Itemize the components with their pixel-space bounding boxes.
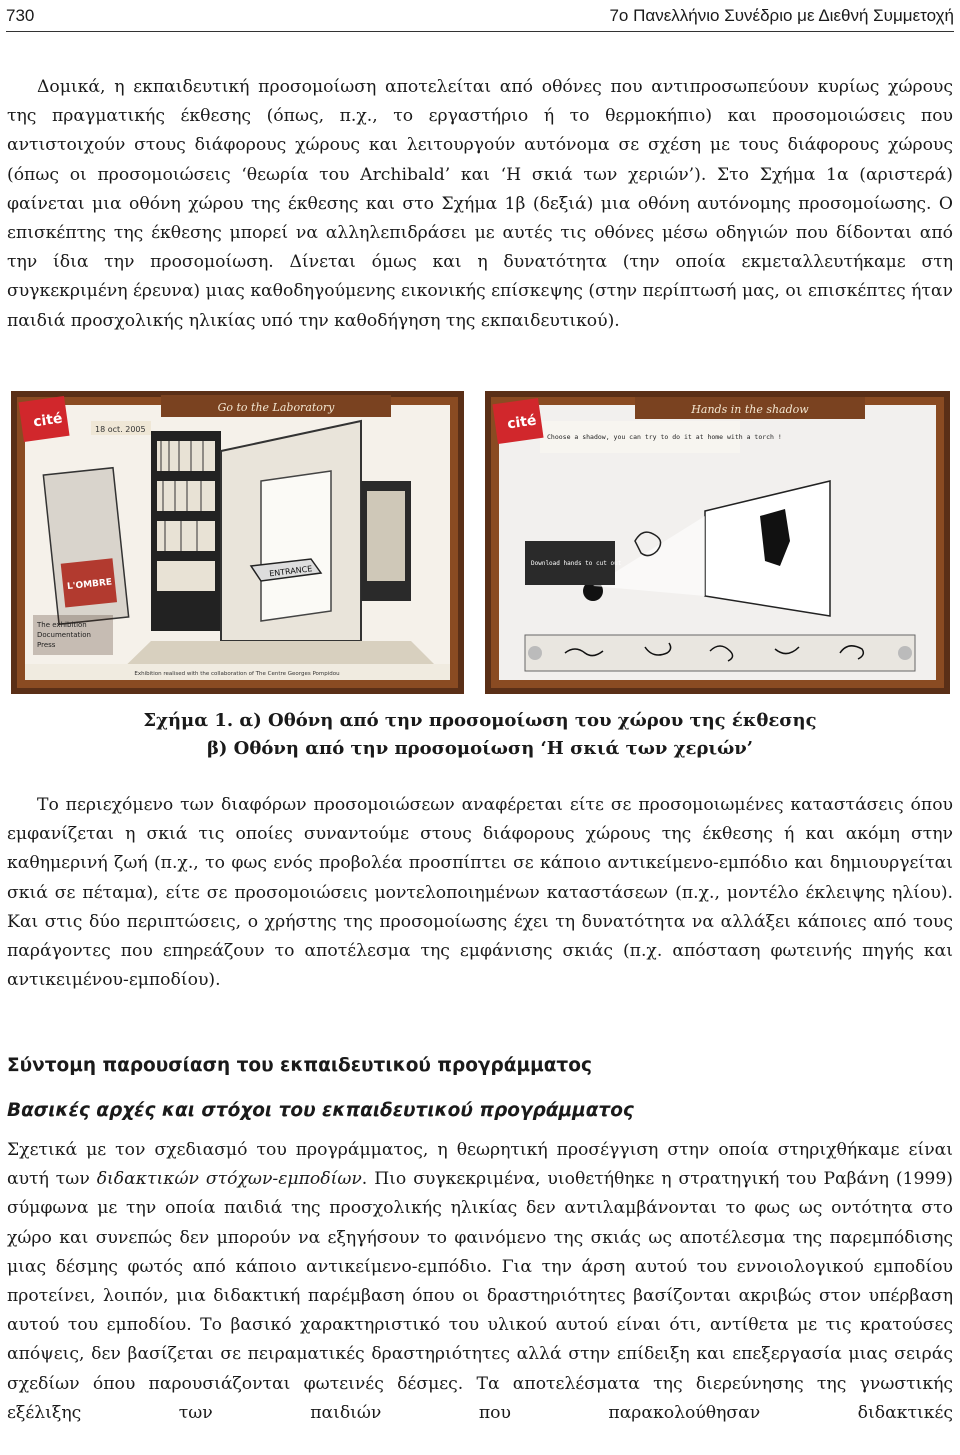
page-number: 730 <box>6 6 35 25</box>
figure-1b-logo: cité <box>506 412 538 433</box>
paragraph-content: Το περιεχόμενο των διαφόρων προσομοιώσεων αναφέρεται είτε σε προσομοιωμένες καταστάσεις όπου εμφανίζεται η σκιά τις οποίες συναντούμε στους διάφορους χώρους της έκθεσης ή και ακόμη στην καθημερινή ζωή (π.χ., το φως ενός προβολέα προσπίπτει σε κάποιο αντικείμενο-εμπόδιο και δημιουργείται σκιά σε πέταμα), είτε σε προσομοιώσεις μοντελοποιημένων καταστάσεων (π.χ., μοντέλο έκλειψης ηλίου). Και στις δύο περιπτώσεις, ο χρήστης της προσομοίωσης έχει τη δυνατότητα να αλλάξει κάποιες από τους παράγοντες που επηρεάζουν το αποτέλεσμα της εμφάνισης σκιάς (π.χ. απόσταση φωτεινής πηγής και αντικειμένου-εμποδίου). <box>7 795 953 991</box>
conference-title: 7ο Πανελλήνιο Συνέδριο με Διεθνή Συμμετοχή <box>609 6 954 25</box>
figure-1b-instruction: Choose a shadow, you can try to do it at home with a torch ! <box>547 433 782 441</box>
figure-1a-menu-1: The exhibition <box>37 621 87 629</box>
paragraph-structure: Δομικά, η εκπαιδευτική προσομοίωση αποτελείται από οθόνες που αντιπροσωπεύουν κυρίως χώρους της πραγματικής έκθεσης (όπως, π.χ., το εργαστήριο ή το θερμοκήπιο) και προσομοιώσεις που αντιστοιχούν στους διάφορους χώρους και λειτουργούν αυτόνομα σε σχέση με τους διάφορους χώρους (όπως οι προσομοιώσεις ‘θεωρία του Archibald’ και ‘Η σκιά των χεριών’). Στο Σχήμα 1α (αριστερά) φαίνεται μια οθόνη χώρου της έκθεσης και στο Σχήμα 1β (δεξιά) μια οθόνη αυτόνομης προσομοίωσης. Ο επισκέπτης της έκθεσης μπορεί να αλληλεπιδράσει με αυτές τις οθόνες μέσω οδηγιών που δίδονται από την ίδια την προσομοίωση. Δίνεται όμως και η δυνατότητα (την οποία εκμεταλλευτήκαμε στη συγκεκριμένη έρευνα) μιας καθοδηγούμενης εικονικής επίσκεψης (στην περίπτωσή μας, οι επισκέπτες ήταν παιδιά προσχολικής ηλικίας υπό την καθοδήγηση της εκπαιδευτικού). <box>7 77 953 331</box>
figure-1a-date: 18 oct. 2005 <box>95 425 146 434</box>
figure-1a-entrance-sign: ENTRANCE <box>268 564 313 579</box>
paragraph-principles <box>7 1136 953 1428</box>
figure-1b-shadow-simulation <box>485 391 950 694</box>
figure-1a-banner: Go to the Laboratory <box>217 401 335 414</box>
figure-1a-exhibition-screen <box>11 391 464 694</box>
figure-1a-logo: cité <box>32 410 64 431</box>
running-header <box>6 4 954 30</box>
figure-1a-menu-3: Press <box>37 641 56 649</box>
figure-1a-footer: Exhibition realised with the collaboration of The Centre Georges Pompidou <box>134 671 340 677</box>
figure-1a-menu-2: Documentation <box>37 631 91 639</box>
header-rule <box>6 31 954 32</box>
figure-caption-line-1: Σχήμα 1. α) Οθόνη από την προσομοίωση του χώρου της έκθεσης <box>143 710 817 731</box>
subsection-heading: Βασικές αρχές και στόχοι του εκπαιδευτικού προγράμματος <box>7 1100 634 1121</box>
figure-caption-line-2: β) Οθόνη από την προσομοίωση ‘Η σκιά των χεριών’ <box>206 738 754 759</box>
paragraph-principles-part-1: Σχετικά με τον σχεδιασμό του προγράμματος, η θεωρητική προσέγγιση στην οποία στηριχθήκαμε είναι αυτή των <box>7 1140 953 1190</box>
figure-1a-poster: L'OMBRE <box>66 577 113 593</box>
figure-1b-banner: Hands in the shadow <box>691 403 809 416</box>
section-heading: Σύντομη παρουσίαση του εκπαιδευτικού προγράμματος <box>7 1055 592 1076</box>
paragraph-principles-part-2: . Πιο συγκεκριμένα, υιοθετήθηκε η στρατηγική του Ραβάνη (1999) σύμφωνα με την οποία παιδιά της προσχολικής ηλικίας δεν αντιλαμβάνονται το φως ως οντότητα στο χώρο και συνεπώς δεν μπορούν να εξηγήσουν το φαινόμενο της σκιάς ως αποτέλεσμα της παρεμπόδισης μιας δέσμης φωτός από κάποιο αντικείμενο-εμπόδιο. Για την άρση αυτού του εννοιολογικού εμποδίου προτείνει, λοιπόν, μια διδακτική παρέμβαση όπου οι δραστηριότητες βασίζονται ακριβώς στον υπέρβαση αυτού του εμποδίου. Το βασικό χαρακτηριστικό του υλικού αυτού είναι ότι, αντίθετα με τις κρατούσες απόψεις, δεν βασίζεται σε πειραματικές δραστηριότητες αλλά στην επίδειξη και επεξεργασία μιας σειράς σχεδίων όπου παρουσιάζονται φωτεινές δέσμες. Τα αποτελέσματα της διερεύνησης της γνωστικής εξέλιξης των παιδιών που παρακολούθησαν διδακτικές <box>7 1169 953 1423</box>
paragraph-principles-emphasis: διδακτικών στόχων-εμποδίων <box>96 1169 362 1190</box>
figure-1b-download: Download hands to cut out <box>531 560 622 567</box>
